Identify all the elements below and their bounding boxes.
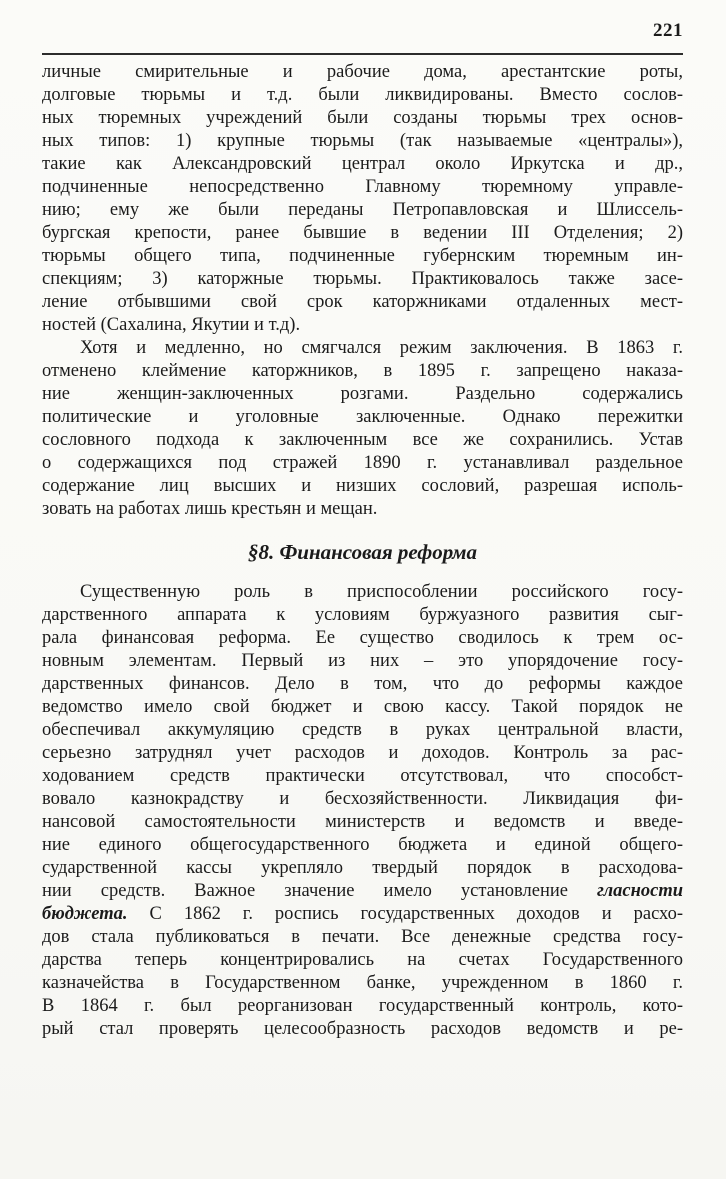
- section-heading: §8. Финансовая реформа: [247, 540, 478, 564]
- text-segment: отменено клеймение каторжников, в 1895 г. запрещено наказа-: [42, 361, 683, 381]
- text-segment: дарства теперь концентрировались на счетах Государственного: [42, 950, 683, 970]
- text-line: [42, 452, 683, 475]
- text-line: [42, 245, 683, 268]
- text-segment: содержание лиц высших и низших сословий, разрешая исполь-: [42, 476, 683, 496]
- text-line: [42, 926, 683, 949]
- text-segment: политические и уголовные заключенные. Однако пережитки: [42, 407, 683, 427]
- text-line: [42, 949, 683, 972]
- text-segment: серьезно затруднял учет расходов и доходов. Контроль за рас-: [42, 743, 683, 763]
- paragraph: [42, 337, 683, 521]
- text-segment: ление отбывшими свой срок каторжниками отдаленных мест-: [42, 292, 683, 312]
- text-line: [42, 498, 683, 521]
- text-segment: Хотя и медленно, но смягчался режим заключения. В 1863 г.: [80, 338, 683, 358]
- text-segment: сословного подхода к заключенным все же сохранились. Устав: [42, 430, 683, 450]
- text-line: [42, 604, 683, 627]
- page-header: [42, 20, 683, 42]
- text-segment: ных типов: 1) крупные тюрьмы (так называемые «централы»),: [42, 131, 683, 151]
- text-segment: долговые тюрьмы и т.д. были ликвидированы. Вместо сослов-: [42, 85, 683, 105]
- text-line: [42, 581, 683, 604]
- text-line: [42, 995, 683, 1018]
- text-segment: вовало казнокрадству и бесхозяйственности. Ликвидация фи-: [42, 789, 683, 809]
- text-segment: нансовой самостоятельности министерств и ведомств и введе-: [42, 812, 683, 832]
- text-line: [42, 268, 683, 291]
- text-segment: о содержащихся под стражей 1890 г. устанавливал раздельное: [42, 453, 683, 473]
- page-body: [42, 61, 683, 1041]
- text-segment: сударственной кассы укрепляло твердый порядок в расходова-: [42, 858, 683, 878]
- emphasized-text: гласности: [597, 881, 683, 901]
- header-rule: [42, 53, 683, 55]
- text-segment: бургская крепости, ранее бывшие в ведении III Отделения; 2): [42, 223, 683, 243]
- text-line: [42, 314, 683, 337]
- text-segment: новным элементам. Первый из них – это упорядочение госу-: [42, 651, 683, 671]
- paragraph: [42, 61, 683, 337]
- text-segment: С 1862 г. роспись государственных доходов и расхо-: [127, 904, 683, 924]
- text-line: [42, 719, 683, 742]
- text-line: [42, 650, 683, 673]
- text-line: [42, 360, 683, 383]
- text-segment: ние женщин-заключенных розгами. Раздельно содержались: [42, 384, 683, 404]
- text-line: [42, 61, 683, 84]
- text-line: [42, 222, 683, 245]
- text-segment: обеспечивал аккумуляцию средств в руках центральной власти,: [42, 720, 683, 740]
- text-line: [42, 1018, 683, 1041]
- paragraph: [42, 581, 683, 1041]
- text-segment: ние единого общегосударственного бюджета и единой общего-: [42, 835, 683, 855]
- text-segment: зовать на работах лишь крестьян и мещан.: [42, 499, 378, 519]
- text-segment: такие как Александровский централ около Иркутска и др.,: [42, 154, 683, 174]
- text-segment: рый стал проверять целесообразность расходов ведомств и ре-: [42, 1019, 683, 1039]
- text-line: [42, 834, 683, 857]
- text-segment: рала финансовая реформа. Ее существо сводилось к трем ос-: [42, 628, 683, 648]
- text-segment: ных тюремных учреждений были созданы тюрьмы трех основ-: [42, 108, 683, 128]
- text-segment: дарственного аппарата к условиям буржуазного развития сыг-: [42, 605, 683, 625]
- text-line: [42, 765, 683, 788]
- text-segment: дов стала публиковаться в печати. Все денежные средства госу-: [42, 927, 683, 947]
- text-line: [42, 130, 683, 153]
- text-segment: Существенную роль в приспособлении российского госу-: [80, 582, 683, 602]
- text-line: [42, 627, 683, 650]
- text-line: [42, 475, 683, 498]
- text-line: [42, 84, 683, 107]
- text-line: [42, 291, 683, 314]
- text-line: [42, 176, 683, 199]
- text-segment: личные смирительные и рабочие дома, арестантские роты,: [42, 62, 683, 82]
- text-segment: ностей (Сахалина, Якутии и т.д).: [42, 315, 301, 335]
- text-segment: нию; ему же были переданы Петропавловская и Шлиссель-: [42, 200, 683, 220]
- text-line: [42, 337, 683, 360]
- text-segment: дарственных финансов. Дело в том, что до реформы каждое: [42, 674, 683, 694]
- text-line: [42, 153, 683, 176]
- text-line: [42, 696, 683, 719]
- text-line: [42, 107, 683, 130]
- text-segment: казначейства в Государственном банке, учрежденном в 1860 г.: [42, 973, 683, 993]
- text-line: [42, 199, 683, 222]
- text-line: [42, 857, 683, 880]
- text-segment: ведомство имело свой бюджет и свою кассу. Такой порядок не: [42, 697, 683, 717]
- text-line: [42, 811, 683, 834]
- text-segment: тюрьмы общего типа, подчиненные губернским тюремным ин-: [42, 246, 683, 266]
- text-segment: В 1864 г. был реорганизован государственный контроль, кото-: [42, 996, 683, 1016]
- text-segment: ходованием средств практически отсутствовал, что способст-: [42, 766, 683, 786]
- text-segment: подчиненные непосредственно Главному тюремному управле-: [42, 177, 683, 197]
- text-segment: спекциям; 3) каторжные тюрьмы. Практиковалось также засе-: [42, 269, 683, 289]
- page-number: 221: [653, 20, 683, 41]
- text-line: [42, 903, 683, 926]
- text-line: [42, 880, 683, 903]
- text-segment: нии средств. Важное значение имело установление: [42, 881, 598, 901]
- text-line: [42, 788, 683, 811]
- text-line: [42, 972, 683, 995]
- text-line: [42, 383, 683, 406]
- emphasized-text: бюджета.: [42, 904, 128, 924]
- text-line: [42, 742, 683, 765]
- text-line: [42, 673, 683, 696]
- text-line: [42, 406, 683, 429]
- text-line: [42, 429, 683, 452]
